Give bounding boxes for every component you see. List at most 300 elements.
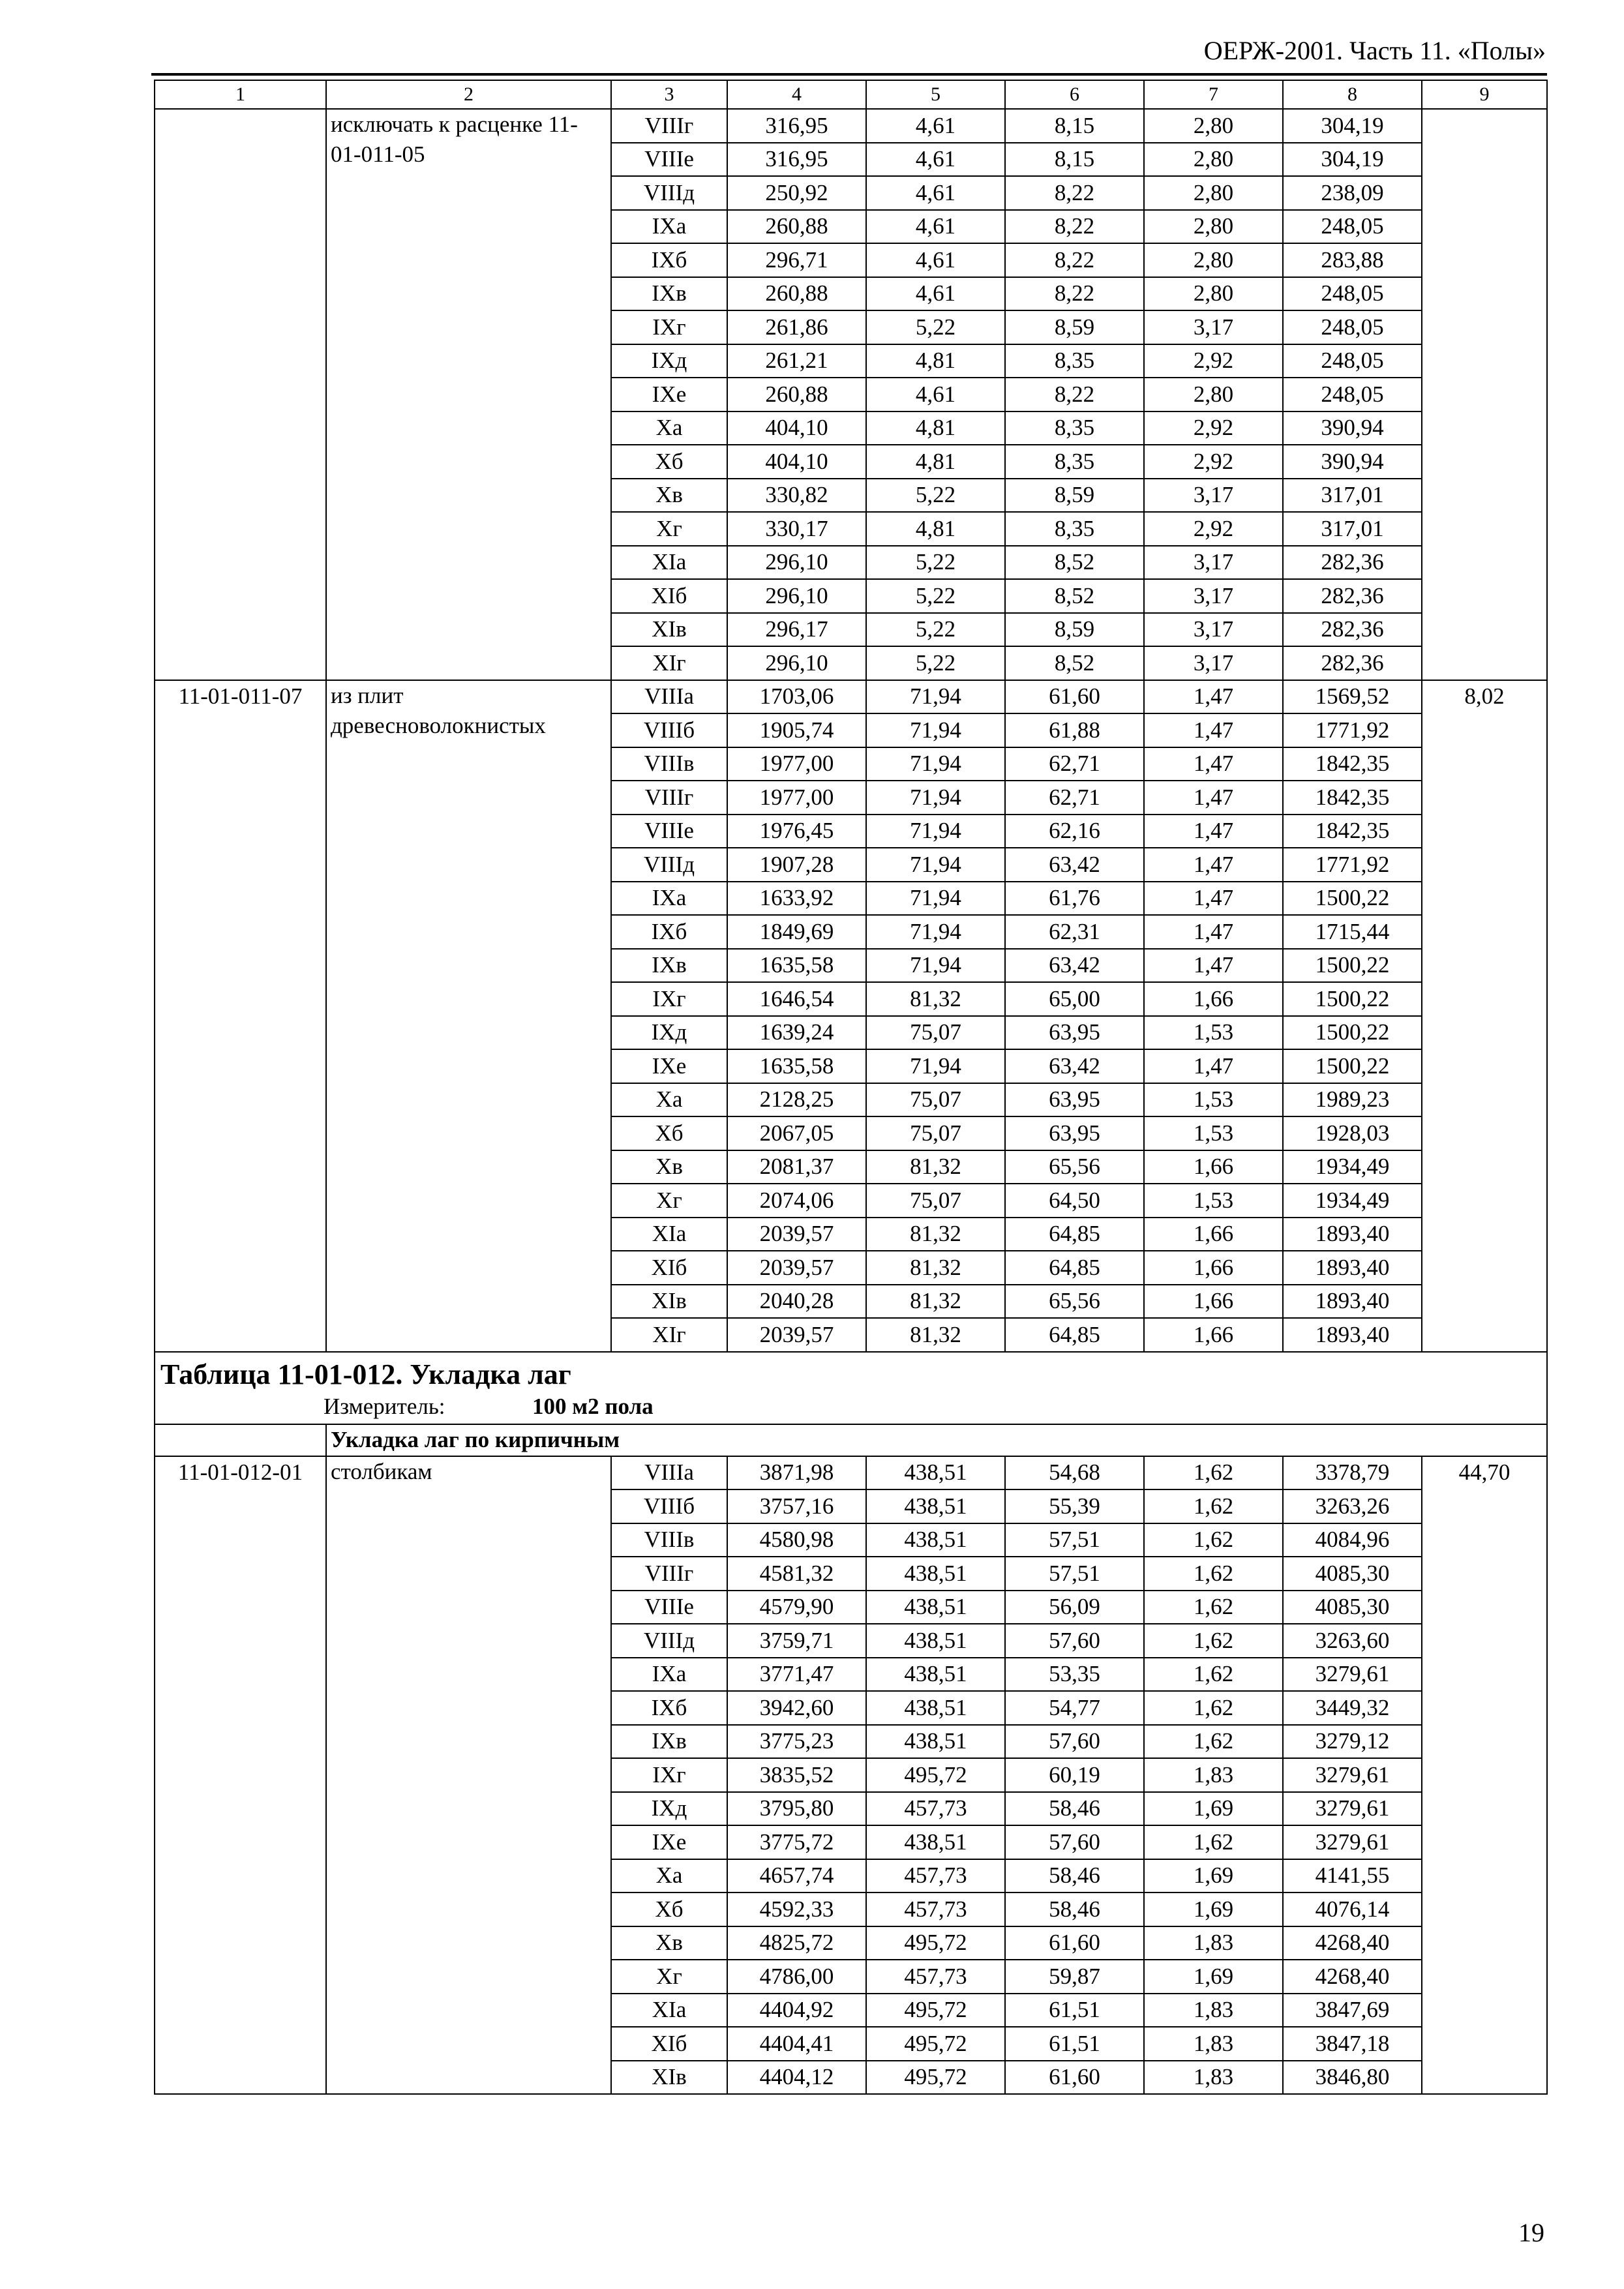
zone-cell: Xв — [611, 1926, 727, 1960]
value-cell: 3757,16 — [727, 1489, 866, 1523]
value-cell: 1,66 — [1144, 1285, 1283, 1319]
value-cell: 2039,57 — [727, 1251, 866, 1285]
value-cell: 2,92 — [1144, 411, 1283, 445]
zone-cell: VIIIб — [611, 1489, 727, 1523]
zone-cell: VIIIа — [611, 1456, 727, 1490]
zone-cell: VIIIе — [611, 815, 727, 848]
value-cell: 1,62 — [1144, 1456, 1283, 1490]
value-cell: 1,66 — [1144, 1150, 1283, 1184]
value-cell: 282,36 — [1283, 613, 1422, 647]
value-cell: 1646,54 — [727, 982, 866, 1016]
value-cell: 1,62 — [1144, 1624, 1283, 1658]
value-cell: 60,19 — [1005, 1758, 1144, 1792]
rate-description: исключать к расценке 11-01-011-05 — [326, 109, 611, 680]
value-cell: 3,17 — [1144, 579, 1283, 613]
value-cell: 296,10 — [727, 546, 866, 580]
value-cell: 59,87 — [1005, 1960, 1144, 1994]
zone-cell: VIIIв — [611, 747, 727, 781]
value-cell: 3835,52 — [727, 1758, 866, 1792]
rates-table — [154, 80, 1548, 2095]
value-cell: 1893,40 — [1283, 1218, 1422, 1251]
value-cell: 3,17 — [1144, 646, 1283, 680]
value-cell: 4657,74 — [727, 1859, 866, 1893]
value-cell: 2,80 — [1144, 109, 1283, 143]
value-cell: 261,21 — [727, 344, 866, 378]
column-number: 8 — [1283, 80, 1422, 109]
zone-cell: Xб — [611, 1116, 727, 1150]
value-cell: 3279,61 — [1283, 1792, 1422, 1826]
value-cell: 3775,72 — [727, 1825, 866, 1859]
value-cell: 61,76 — [1005, 882, 1144, 916]
value-cell: 64,85 — [1005, 1218, 1144, 1251]
value-cell: 304,19 — [1283, 143, 1422, 177]
zone-cell: VIIIе — [611, 143, 727, 177]
zone-cell: IXа — [611, 1658, 727, 1692]
value-cell: 296,17 — [727, 613, 866, 647]
value-cell: 390,94 — [1283, 411, 1422, 445]
value-cell: 3263,60 — [1283, 1624, 1422, 1658]
value-cell: 1842,35 — [1283, 781, 1422, 815]
zone-cell: XIв — [611, 1285, 727, 1319]
value-cell: 1569,52 — [1283, 680, 1422, 714]
value-cell: 4,61 — [866, 277, 1005, 311]
zone-cell: Xв — [611, 1150, 727, 1184]
value-cell: 404,10 — [727, 445, 866, 479]
value-cell: 438,51 — [866, 1523, 1005, 1557]
value-cell: 63,95 — [1005, 1116, 1144, 1150]
value-cell: 457,73 — [866, 1792, 1005, 1826]
value-cell: 5,22 — [866, 646, 1005, 680]
value-cell: 1,69 — [1144, 1792, 1283, 1826]
zone-cell: IXв — [611, 277, 727, 311]
value-cell: 8,52 — [1005, 546, 1144, 580]
zone-cell: IXб — [611, 915, 727, 949]
value-cell: 65,56 — [1005, 1285, 1144, 1319]
value-cell: 57,60 — [1005, 1624, 1144, 1658]
zone-cell: XIв — [611, 613, 727, 647]
value-cell: 62,31 — [1005, 915, 1144, 949]
value-cell: 3771,47 — [727, 1658, 866, 1692]
value-cell: 8,22 — [1005, 243, 1144, 277]
value-cell: 1,47 — [1144, 848, 1283, 882]
value-cell: 317,01 — [1283, 512, 1422, 546]
value-cell: 71,94 — [866, 882, 1005, 916]
value-cell: 3279,61 — [1283, 1658, 1422, 1692]
zone-cell: Xб — [611, 445, 727, 479]
value-cell: 71,94 — [866, 747, 1005, 781]
value-cell: 8,22 — [1005, 176, 1144, 210]
value-cell: 2,80 — [1144, 243, 1283, 277]
value-cell: 296,10 — [727, 579, 866, 613]
value-cell: 61,88 — [1005, 713, 1144, 747]
value-cell: 1893,40 — [1283, 1318, 1422, 1352]
column-number: 4 — [727, 80, 866, 109]
value-cell: 1,69 — [1144, 1893, 1283, 1926]
value-cell: 71,94 — [866, 781, 1005, 815]
value-cell: 2,92 — [1144, 445, 1283, 479]
value-cell: 4,81 — [866, 512, 1005, 546]
value-cell: 4,81 — [866, 411, 1005, 445]
rate-code — [155, 109, 326, 680]
value-cell: 1,47 — [1144, 949, 1283, 983]
value-cell: 248,05 — [1283, 310, 1422, 344]
value-cell: 1977,00 — [727, 781, 866, 815]
zone-cell: IXг — [611, 310, 727, 344]
zone-cell: XIа — [611, 546, 727, 580]
value-cell: 317,01 — [1283, 479, 1422, 513]
rate-code: 11-01-011-07 — [155, 680, 326, 1352]
value-cell: 1976,45 — [727, 815, 866, 848]
zone-cell: Xа — [611, 411, 727, 445]
table-section-header — [155, 1352, 1547, 1424]
zone-cell: IXб — [611, 1691, 727, 1725]
zone-cell: IXа — [611, 210, 727, 244]
value-cell: 54,68 — [1005, 1456, 1144, 1490]
value-cell: 4404,12 — [727, 2061, 866, 2095]
value-cell: 3279,61 — [1283, 1825, 1422, 1859]
table-title: Таблица 11-01-012. Укладка лаг — [160, 1358, 571, 1390]
value-cell: 81,32 — [866, 1285, 1005, 1319]
value-cell: 4268,40 — [1283, 1926, 1422, 1960]
value-cell: 5,22 — [866, 613, 1005, 647]
table-row — [155, 680, 1547, 714]
value-cell: 1905,74 — [727, 713, 866, 747]
value-cell: 457,73 — [866, 1893, 1005, 1926]
value-cell: 3847,18 — [1283, 2027, 1422, 2061]
zone-cell: XIб — [611, 2027, 727, 2061]
value-cell: 8,22 — [1005, 378, 1144, 411]
value-cell: 8,59 — [1005, 613, 1144, 647]
value-cell: 316,95 — [727, 109, 866, 143]
rate-description: из плит древесноволокнистых — [326, 680, 611, 1352]
value-cell: 1893,40 — [1283, 1251, 1422, 1285]
value-cell: 495,72 — [866, 1994, 1005, 2027]
value-cell: 3775,23 — [727, 1725, 866, 1759]
zone-cell: IXд — [611, 344, 727, 378]
value-cell: 1,66 — [1144, 982, 1283, 1016]
value-cell: 3,17 — [1144, 310, 1283, 344]
value-cell: 8,35 — [1005, 344, 1144, 378]
value-cell: 4,61 — [866, 243, 1005, 277]
value-cell: 296,10 — [727, 646, 866, 680]
zone-cell: VIIIд — [611, 176, 727, 210]
value-cell: 4825,72 — [727, 1926, 866, 1960]
value-cell: 71,94 — [866, 949, 1005, 983]
value-cell: 438,51 — [866, 1725, 1005, 1759]
value-cell: 3263,26 — [1283, 1489, 1422, 1523]
value-cell: 438,51 — [866, 1624, 1005, 1658]
value-cell: 58,46 — [1005, 1792, 1144, 1826]
value-cell: 61,51 — [1005, 2027, 1144, 2061]
value-cell: 62,16 — [1005, 815, 1144, 848]
value-cell: 65,56 — [1005, 1150, 1144, 1184]
value-cell: 1,62 — [1144, 1658, 1283, 1692]
value-cell: 71,94 — [866, 713, 1005, 747]
value-cell: 1989,23 — [1283, 1083, 1422, 1117]
column-number: 7 — [1144, 80, 1283, 109]
value-cell: 4141,55 — [1283, 1859, 1422, 1893]
zone-cell: IXг — [611, 982, 727, 1016]
zone-cell: IXг — [611, 1758, 727, 1792]
zone-cell: Xа — [611, 1859, 727, 1893]
zone-cell: XIб — [611, 579, 727, 613]
value-cell: 57,51 — [1005, 1523, 1144, 1557]
zone-cell: VIIIд — [611, 848, 727, 882]
value-cell: 3449,32 — [1283, 1691, 1422, 1725]
zone-cell: IXе — [611, 1825, 727, 1859]
value-cell: 75,07 — [866, 1116, 1005, 1150]
value-cell: 8,35 — [1005, 411, 1144, 445]
column-number: 1 — [155, 80, 326, 109]
value-cell: 248,05 — [1283, 378, 1422, 411]
value-cell: 4085,30 — [1283, 1557, 1422, 1591]
column-number: 5 — [866, 80, 1005, 109]
zone-cell: VIIIа — [611, 680, 727, 714]
value-cell: 61,60 — [1005, 2061, 1144, 2095]
value-cell: 3847,69 — [1283, 1994, 1422, 2027]
value-cell: 63,95 — [1005, 1016, 1144, 1050]
value-cell: 4268,40 — [1283, 1960, 1422, 1994]
value-cell: 1,47 — [1144, 781, 1283, 815]
value-cell: 2067,05 — [727, 1116, 866, 1150]
value-cell: 1,47 — [1144, 882, 1283, 916]
zone-cell: IXа — [611, 882, 727, 916]
value-cell: 1,66 — [1144, 1251, 1283, 1285]
value-cell: 1,83 — [1144, 2027, 1283, 2061]
value-cell: 304,19 — [1283, 109, 1422, 143]
value-cell: 81,32 — [866, 982, 1005, 1016]
value-cell: 1928,03 — [1283, 1116, 1422, 1150]
page-number: 19 — [1518, 2218, 1544, 2247]
value-cell: 316,95 — [727, 143, 866, 177]
zone-cell: Xг — [611, 1960, 727, 1994]
value-cell: 63,42 — [1005, 949, 1144, 983]
value-cell: 4,61 — [866, 210, 1005, 244]
value-cell: 64,50 — [1005, 1184, 1144, 1218]
value-cell: 1,62 — [1144, 1725, 1283, 1759]
value-cell: 58,46 — [1005, 1893, 1144, 1926]
value-cell: 438,51 — [866, 1825, 1005, 1859]
value-cell: 1893,40 — [1283, 1285, 1422, 1319]
value-cell: 8,52 — [1005, 646, 1144, 680]
value-cell: 438,51 — [866, 1691, 1005, 1725]
value-cell: 54,77 — [1005, 1691, 1144, 1725]
zone-cell: XIг — [611, 646, 727, 680]
zone-cell: VIIIг — [611, 109, 727, 143]
value-cell: 1,83 — [1144, 1926, 1283, 1960]
value-cell: 2,80 — [1144, 210, 1283, 244]
value-cell: 250,92 — [727, 176, 866, 210]
value-cell: 1,47 — [1144, 747, 1283, 781]
value-cell: 75,07 — [866, 1016, 1005, 1050]
value-cell: 4,61 — [866, 176, 1005, 210]
value-cell: 248,05 — [1283, 210, 1422, 244]
value-cell: 390,94 — [1283, 445, 1422, 479]
zone-cell: Xг — [611, 512, 727, 546]
value-cell: 71,94 — [866, 815, 1005, 848]
value-cell: 61,60 — [1005, 1926, 1144, 1960]
value-cell: 75,07 — [866, 1083, 1005, 1117]
labor-cost-cell: 44,70 — [1422, 1456, 1547, 2095]
value-cell: 248,05 — [1283, 344, 1422, 378]
value-cell: 457,73 — [866, 1960, 1005, 1994]
value-cell: 63,42 — [1005, 848, 1144, 882]
table-row — [155, 109, 1547, 143]
value-cell: 57,60 — [1005, 1725, 1144, 1759]
value-cell: 5,22 — [866, 310, 1005, 344]
table-row — [155, 1456, 1547, 1490]
value-cell: 1,47 — [1144, 915, 1283, 949]
value-cell: 1,66 — [1144, 1218, 1283, 1251]
value-cell: 4579,90 — [727, 1591, 866, 1624]
value-cell: 8,59 — [1005, 310, 1144, 344]
value-cell: 330,17 — [727, 512, 866, 546]
labor-cost-cell: 8,02 — [1422, 680, 1547, 1352]
value-cell: 5,22 — [866, 579, 1005, 613]
value-cell: 2074,06 — [727, 1184, 866, 1218]
value-cell: 4,61 — [866, 143, 1005, 177]
value-cell: 1,47 — [1144, 680, 1283, 714]
zone-cell: Xв — [611, 479, 727, 513]
value-cell: 1703,06 — [727, 680, 866, 714]
value-cell: 2,92 — [1144, 344, 1283, 378]
zone-cell: XIа — [611, 1994, 727, 2027]
empty-cell — [155, 1424, 326, 1456]
value-cell: 1633,92 — [727, 882, 866, 916]
zone-cell: IXв — [611, 1725, 727, 1759]
value-cell: 71,94 — [866, 1049, 1005, 1083]
value-cell: 8,35 — [1005, 445, 1144, 479]
value-cell: 1,62 — [1144, 1523, 1283, 1557]
value-cell: 1977,00 — [727, 747, 866, 781]
value-cell: 1,62 — [1144, 1591, 1283, 1624]
zone-cell: VIIIв — [611, 1523, 727, 1557]
value-cell: 3,17 — [1144, 479, 1283, 513]
labor-cost-cell — [1422, 109, 1547, 680]
zone-cell: IXв — [611, 949, 727, 983]
value-cell: 3,17 — [1144, 546, 1283, 580]
value-cell: 1635,58 — [727, 949, 866, 983]
value-cell: 1500,22 — [1283, 1016, 1422, 1050]
measure-row — [155, 1394, 1546, 1424]
value-cell: 1,47 — [1144, 713, 1283, 747]
zone-cell: XIб — [611, 1251, 727, 1285]
value-cell: 438,51 — [866, 1557, 1005, 1591]
zone-cell: XIг — [611, 1318, 727, 1352]
value-cell: 1500,22 — [1283, 1049, 1422, 1083]
value-cell: 55,39 — [1005, 1489, 1144, 1523]
value-cell: 8,22 — [1005, 210, 1144, 244]
table-title-cell — [155, 1352, 1547, 1424]
value-cell: 4,61 — [866, 109, 1005, 143]
value-cell: 283,88 — [1283, 243, 1422, 277]
value-cell: 57,60 — [1005, 1825, 1144, 1859]
value-cell: 64,85 — [1005, 1251, 1144, 1285]
value-cell: 1,62 — [1144, 1557, 1283, 1591]
value-cell: 4580,98 — [727, 1523, 866, 1557]
value-cell: 1500,22 — [1283, 982, 1422, 1016]
value-cell: 1907,28 — [727, 848, 866, 882]
zone-cell: VIIIб — [611, 713, 727, 747]
value-cell: 81,32 — [866, 1150, 1005, 1184]
value-cell: 3,17 — [1144, 613, 1283, 647]
zone-cell: IXд — [611, 1016, 727, 1050]
value-cell: 1,69 — [1144, 1859, 1283, 1893]
value-cell: 1,53 — [1144, 1116, 1283, 1150]
value-cell: 1934,49 — [1283, 1184, 1422, 1218]
measure-value: 100 м2 пола — [532, 1393, 654, 1419]
value-cell: 1771,92 — [1283, 848, 1422, 882]
value-cell: 5,22 — [866, 546, 1005, 580]
value-cell: 62,71 — [1005, 747, 1144, 781]
value-cell: 1,62 — [1144, 1691, 1283, 1725]
zone-cell: IXб — [611, 243, 727, 277]
zone-cell: XIв — [611, 2061, 727, 2095]
value-cell: 2039,57 — [727, 1318, 866, 1352]
value-cell: 58,46 — [1005, 1859, 1144, 1893]
value-cell: 457,73 — [866, 1859, 1005, 1893]
value-cell: 65,00 — [1005, 982, 1144, 1016]
value-cell: 61,51 — [1005, 1994, 1144, 2027]
value-cell: 282,36 — [1283, 646, 1422, 680]
value-cell: 282,36 — [1283, 546, 1422, 580]
value-cell: 438,51 — [866, 1456, 1005, 1490]
value-cell: 1,83 — [1144, 2061, 1283, 2095]
value-cell: 1500,22 — [1283, 949, 1422, 983]
value-cell: 1,69 — [1144, 1960, 1283, 1994]
value-cell: 81,32 — [866, 1251, 1005, 1285]
value-cell: 1715,44 — [1283, 915, 1422, 949]
value-cell: 57,51 — [1005, 1557, 1144, 1591]
value-cell: 495,72 — [866, 1758, 1005, 1792]
value-cell: 1849,69 — [727, 915, 866, 949]
value-cell: 1500,22 — [1283, 882, 1422, 916]
column-number: 9 — [1422, 80, 1547, 109]
zone-cell: VIIIд — [611, 1624, 727, 1658]
value-cell: 238,09 — [1283, 176, 1422, 210]
value-cell: 2039,57 — [727, 1218, 866, 1251]
column-number-row — [155, 80, 1547, 109]
value-cell: 8,15 — [1005, 109, 1144, 143]
value-cell: 1,66 — [1144, 1318, 1283, 1352]
value-cell: 4076,14 — [1283, 1893, 1422, 1926]
value-cell: 2,80 — [1144, 378, 1283, 411]
value-cell: 75,07 — [866, 1184, 1005, 1218]
value-cell: 4084,96 — [1283, 1523, 1422, 1557]
value-cell: 81,32 — [866, 1318, 1005, 1352]
value-cell: 1,83 — [1144, 1994, 1283, 2027]
value-cell: 438,51 — [866, 1658, 1005, 1692]
header-divider — [151, 73, 1547, 76]
value-cell: 1,53 — [1144, 1083, 1283, 1117]
zone-cell: VIIIг — [611, 1557, 727, 1591]
value-cell: 64,85 — [1005, 1318, 1144, 1352]
value-cell: 2,80 — [1144, 176, 1283, 210]
value-cell: 61,60 — [1005, 680, 1144, 714]
value-cell: 8,35 — [1005, 512, 1144, 546]
value-cell: 248,05 — [1283, 277, 1422, 311]
value-cell: 2040,28 — [727, 1285, 866, 1319]
value-cell: 3279,12 — [1283, 1725, 1422, 1759]
zone-cell: IXе — [611, 378, 727, 411]
value-cell: 3942,60 — [727, 1691, 866, 1725]
value-cell: 3378,79 — [1283, 1456, 1422, 1490]
value-cell: 1842,35 — [1283, 747, 1422, 781]
value-cell: 1,83 — [1144, 1758, 1283, 1792]
value-cell: 71,94 — [866, 848, 1005, 882]
value-cell: 3279,61 — [1283, 1758, 1422, 1792]
value-cell: 495,72 — [866, 2027, 1005, 2061]
